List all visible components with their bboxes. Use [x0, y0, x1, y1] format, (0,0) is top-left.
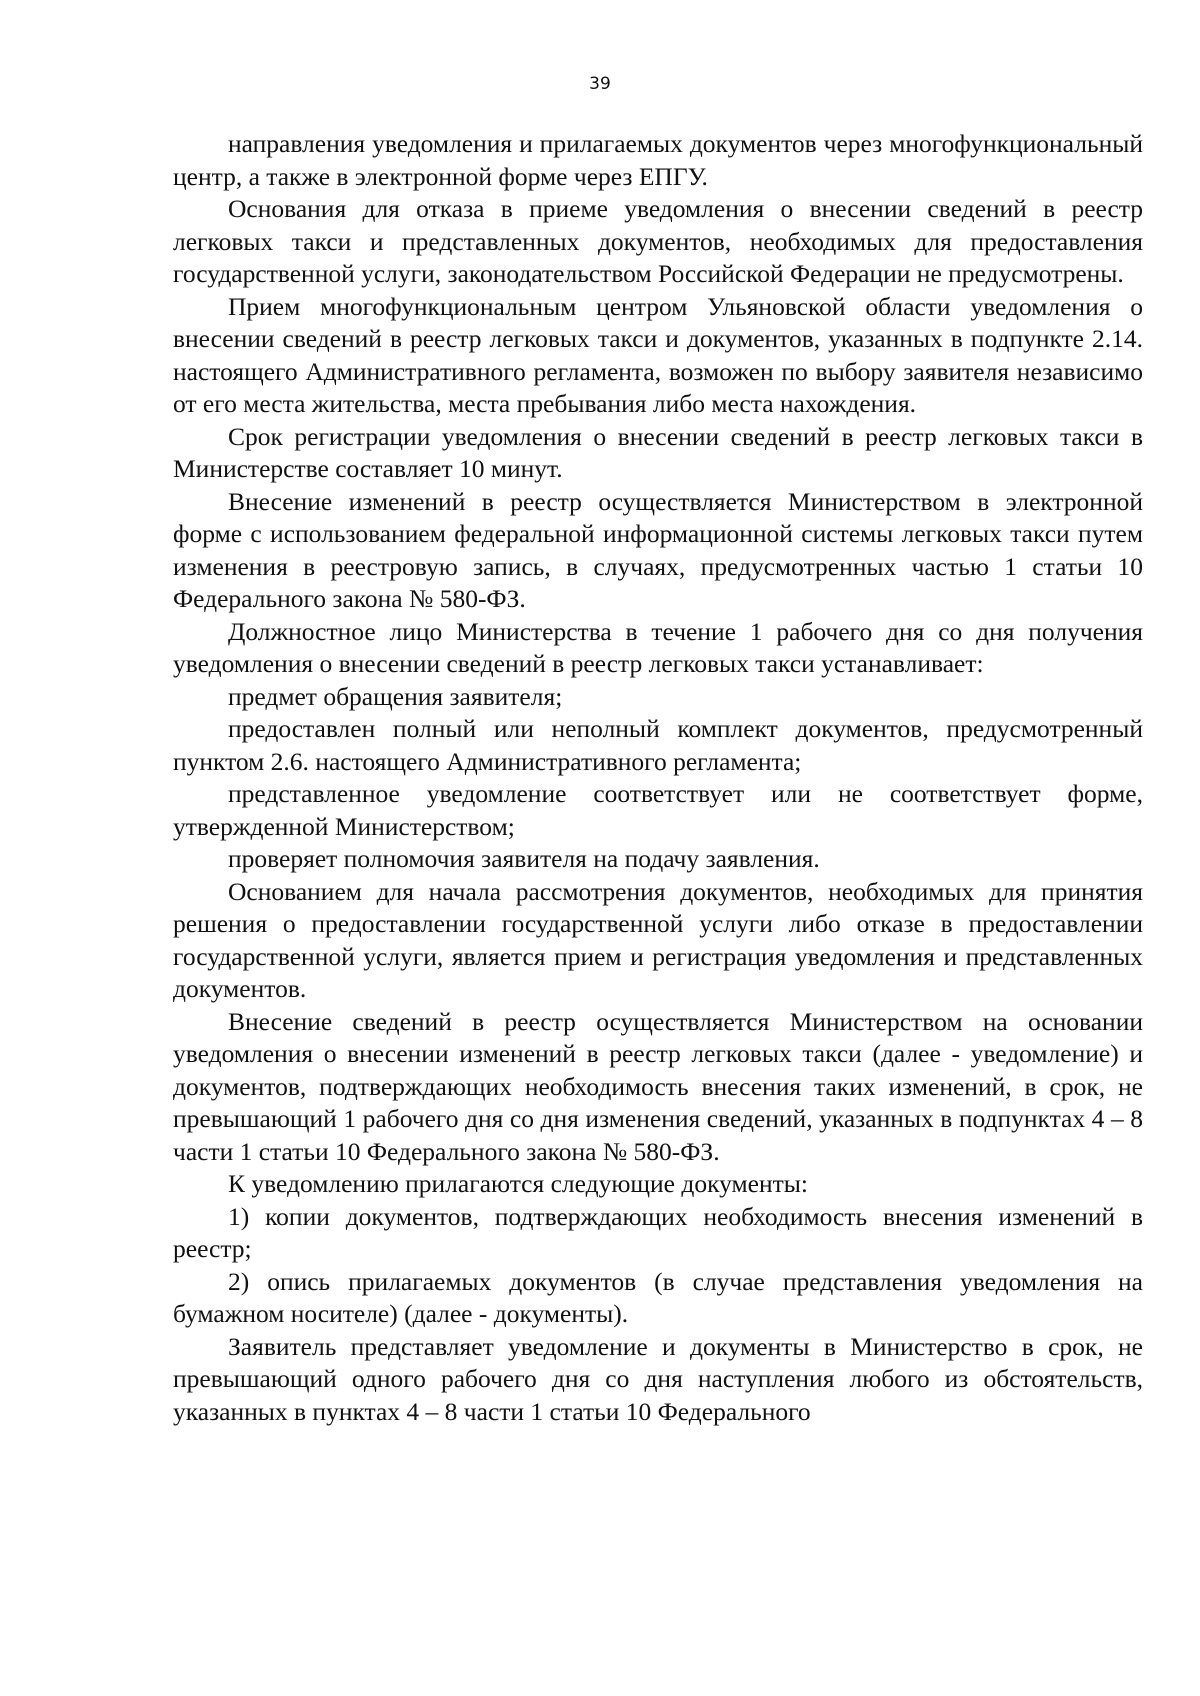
paragraph: Должностное лицо Министерства в течение 1 рабочего дня со дня получения уведомления о внесении сведений в реестр легковых такси устанавливает:: [173, 616, 1143, 678]
document-body: [173, 128, 1143, 1428]
paragraph: Основанием для начала рассмотрения документов, необходимых для принятия решения о предоставлении государственной услуги либо отказе в предоставлении государственной услуги, является прием и регистрация уведомления и представленных документов.: [173, 876, 1143, 1003]
list-item: предмет обращения заявителя;: [228, 681, 563, 711]
page-number: 39: [589, 74, 611, 94]
paragraph: К уведомлению прилагаются следующие документы:: [228, 1169, 809, 1198]
paragraph: Заявитель представляет уведомление и документы в Министерство в срок, не превышающий одного рабочего дня со дня наступления любого из обстоятельств, указанных в пунктах 4 – 8 части 1 статьи 10 Федерального: [173, 1331, 1143, 1426]
paragraph: Срок регистрации уведомления о внесении сведений в реестр легковых такси в Министерстве составляет 10 минут.: [173, 421, 1143, 483]
paragraph: Внесение сведений в реестр осуществляется Министерством на основании уведомления о внесении изменений в реестр легковых такси (далее - уведомление) и документов, подтверждающих необходимость внесения таких изменений, в срок, не превышающий 1 рабочего дня со дня изменения сведений, указанных в подпунктах 4 – 8 части 1 статьи 10 Федерального закона № 580-ФЗ.: [173, 1006, 1143, 1166]
paragraph: Внесение изменений в реестр осуществляется Министерством в электронной форме с использованием федеральной информационной системы легковых такси путем изменения в реестровую запись, в случаях, предусмотренных частью 1 статьи 10 Федерального закона № 580-ФЗ.: [173, 486, 1143, 613]
paragraph: Прием многофункциональным центром Ульяновской области уведомления о внесении сведений в реестр легковых такси и документов, указанных в подпункте 2.14. настоящего Административного регламента, возможен по выбору заявителя независимо от его места жительства, места пребывания либо места нахождения.: [173, 291, 1143, 418]
list-item: представленное уведомление соответствует или не соответствует форме, утвержденной Министерством;: [173, 779, 1143, 841]
list-item: 2) опись прилагаемых документов (в случае представления уведомления на бумажном носителе) (далее - документы).: [173, 1266, 1143, 1328]
paragraph: направления уведомления и прилагаемых документов через многофункциональный центр, а также в электронной форме через ЕПГУ.: [173, 129, 1143, 191]
list-item: 1) копии документов, подтверждающих необходимость внесения изменений в реестр;: [173, 1201, 1143, 1263]
paragraph: Основания для отказа в приеме уведомления о внесении сведений в реестр легковых такси и представленных документов, необходимых для предоставления государственной услуги, законодательством Российской Федерации не предусмотрены.: [173, 194, 1143, 288]
list-item: проверяет полномочия заявителя на подачу заявления.: [228, 844, 820, 873]
list-item: предоставлен полный или неполный комплект документов, предусмотренный пунктом 2.6. настоящего Административного регламента;: [173, 714, 1143, 776]
